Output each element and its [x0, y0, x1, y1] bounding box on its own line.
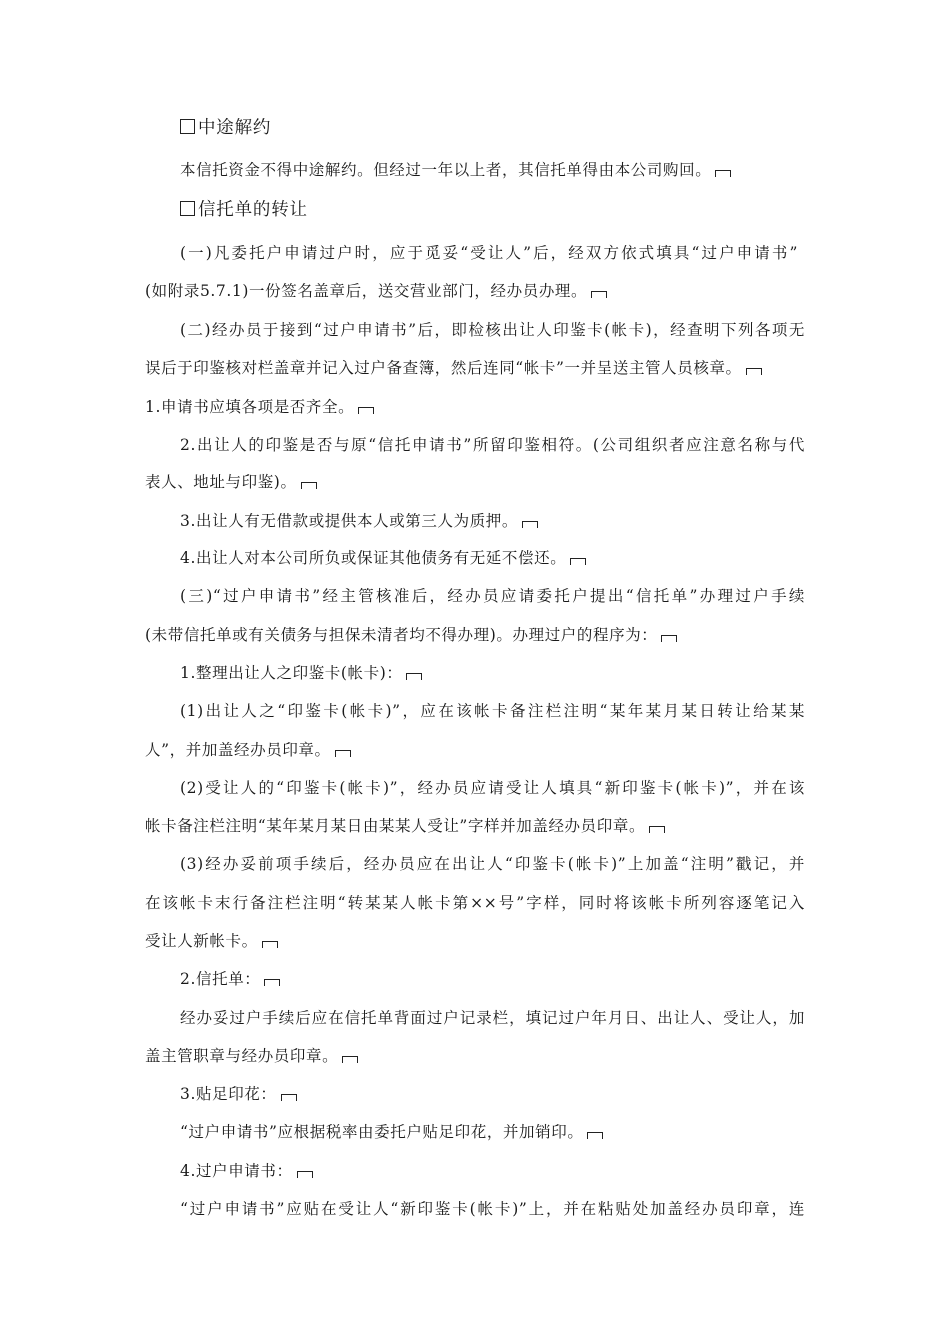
- line-text: 表人、地址与印鉴)。: [145, 473, 297, 491]
- paragraph-line: [145, 1046, 358, 1066]
- line-text: “过户申请书”应根据税率由委托户贴足印花，并加销印。: [180, 1123, 584, 1141]
- list-item: [180, 548, 586, 568]
- list-item: (2)受让人的“印鉴卡(帐卡)”，经办员应请受让人填具“新印鉴卡(帐卡)”，并在该: [180, 779, 805, 797]
- paragraph-line: (三)“过户申请书”经主管核准后，经办员应请委托户提出“信托单”办理过户手续: [180, 587, 805, 605]
- paragraph-mark-icon: [264, 979, 280, 986]
- list-item: [180, 1084, 297, 1104]
- paragraph-mark-icon: [746, 368, 762, 375]
- checkbox-icon: [180, 119, 195, 134]
- line-text: 盖主管职章与经办员印章。: [145, 1047, 339, 1065]
- list-item: [180, 663, 422, 683]
- paragraph-line: (二)经办员于接到“过户申请书”后，即检核出让人印鉴卡(帐卡)，经查明下列各项无: [180, 321, 805, 339]
- line-text: 2.信托单：: [180, 970, 261, 988]
- paragraph-line: [145, 740, 351, 760]
- paragraph-mark-icon: [522, 521, 538, 528]
- line-text: 4.过户申请书：: [180, 1162, 293, 1180]
- line-text: 误后于印鉴核对栏盖章并记入过户备查簿，然后连同“帐卡”一并呈送主管人员核章。: [145, 359, 742, 377]
- heading-text: 信托单的转让: [198, 200, 308, 220]
- paragraph-line: [145, 358, 762, 378]
- line-text: 3.贴足印花：: [180, 1085, 277, 1103]
- paragraph-mark-icon: [661, 635, 677, 642]
- paragraph-line: [145, 816, 665, 836]
- line-text: 4.出让人对本公司所负或保证其他债务有无延不偿还。: [180, 549, 567, 567]
- list-item: 2.出让人的印鉴是否与原“信托申请书”所留印鉴相符。(公司组织者应注意名称与代: [180, 436, 805, 454]
- paragraph-line: “过户申请书”应贴在受让人“新印鉴卡(帐卡)”上，并在粘贴处加盖经办员印章，连: [180, 1200, 805, 1218]
- paragraph-line: [145, 281, 607, 301]
- paragraph-mark-icon: [358, 407, 374, 414]
- line-text: (未带信托单或有关债务与担保未清者均不得办理)。办理过户的程序为：: [145, 626, 658, 644]
- paragraph-line: 经办妥过户手续后应在信托单背面过户记录栏，填记过户年月日、出让人、受让人，加: [180, 1009, 805, 1027]
- paragraph-mark-icon: [342, 1056, 358, 1063]
- paragraph-mark-icon: [715, 170, 731, 177]
- heading-text: 中途解约: [198, 118, 272, 138]
- paragraph-mark-icon: [587, 1132, 603, 1139]
- line-text: (如附录5.7.1)一份签名盖章后，送交营业部门，经办员办理。: [145, 282, 588, 300]
- list-item: [180, 969, 280, 989]
- paragraph-mark-icon: [297, 1171, 313, 1178]
- line-text: 3.出让人有无借款或提供本人或第三人为质押。: [180, 512, 518, 530]
- list-item: [180, 1161, 313, 1181]
- list-item: (1)出让人之“印鉴卡(帐卡)”，应在该帐卡备注栏注明“某年某月某日转让给某某: [180, 702, 805, 720]
- line-text: 1.整理出让人之印鉴卡(帐卡)：: [180, 664, 403, 682]
- list-item: (3)经办妥前项手续后，经办员应在出让人“印鉴卡(帐卡)”上加盖“注明”戳记，并: [180, 855, 805, 873]
- paragraph-line: (一)凡委托户申请过户时，应于觅妥“受让人”后，经双方依式填具“过户申请书”: [180, 244, 798, 262]
- checkbox-icon: [180, 201, 195, 216]
- paragraph-mark-icon: [335, 750, 351, 757]
- paragraph-mark-icon: [262, 941, 278, 948]
- line-text: 人”，并加盖经办员印章。: [145, 741, 331, 759]
- line-text: 本信托资金不得中途解约。但经过一年以上者，其信托单得由本公司购回。: [180, 161, 712, 179]
- list-item: [180, 511, 538, 531]
- paragraph-line: [145, 931, 278, 951]
- section-heading-transfer: [180, 200, 308, 220]
- paragraph-line: [180, 1122, 603, 1142]
- paragraph-mark-icon: [406, 673, 422, 680]
- paragraph-line: 在该帐卡末行备注栏注明“转某某人帐卡第××号”字样，同时将该帐卡所列容逐笔记入: [145, 894, 805, 912]
- paragraph-mark-icon: [301, 482, 317, 489]
- line-text: 帐卡备注栏注明“某年某月某日由某某人受让”字样并加盖经办员印章。: [145, 817, 646, 835]
- line-text: 受让人新帐卡。: [145, 932, 258, 950]
- paragraph-mark-icon: [281, 1094, 297, 1101]
- line-text: 1.申请书应填各项是否齐全。: [145, 398, 355, 416]
- paragraph-line: [145, 472, 317, 492]
- list-item: [145, 397, 374, 417]
- paragraph-mark-icon: [649, 826, 665, 833]
- paragraph-mark-icon: [591, 291, 607, 298]
- section-heading-early-termination: [180, 118, 271, 138]
- paragraph-line: [145, 625, 677, 645]
- paragraph-mark-icon: [570, 558, 586, 565]
- paragraph-line: [180, 160, 731, 180]
